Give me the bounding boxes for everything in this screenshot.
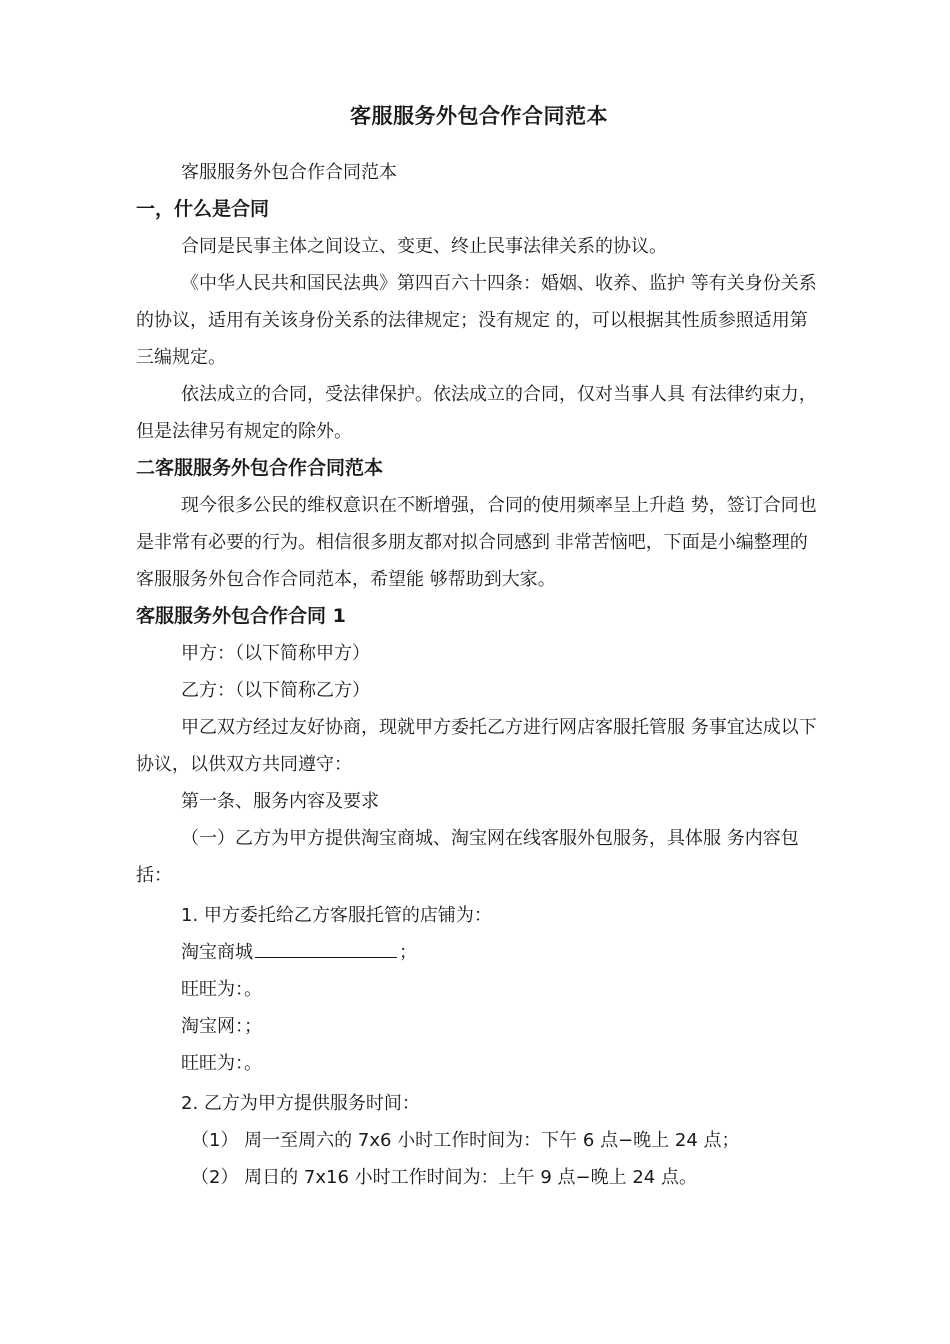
time-line-1: （1） 周一至周六的 7x6 小时工作时间为：下午 6 点−晚上 24 点； [191,1130,740,1151]
section-heading-what-is-contract: 一，什么是合同 [136,198,270,220]
tmall-blank-underline [255,939,397,958]
article-heading: 第一条、服务内容及要求 [181,791,379,812]
list-item-2: 2. 乙方为甲方提供服务时间： [181,1093,420,1114]
clause-paragraph: （一）乙方为甲方提供淘宝商城、淘宝网在线客服外包服务，具体服 务内容包括： [136,828,799,886]
paragraph: 《中华人民共和国民法典》第四百六十四条：婚姻、收养、监护 等有关身份关系的协议，适用有关该身份关系的法律规定；没有规定 的，可以根据其性质参照适用第三编规定。 [136,273,817,368]
tmall-label: 淘宝商城 [181,942,253,963]
paragraph: 现今很多公民的维权意识在不断增强，合同的使用频率呈上升趋 势，签订合同也是非常有必要的行为。相信很多朋友都对拟合同感到 非常苦恼吧，下面是小编整理的客服服务外包合作合同范本，希望能 够帮助到大家。 [136,495,817,590]
tmall-suffix: ； [399,942,417,963]
subtitle-paragraph: 客服服务外包合作合同范本 [181,162,397,183]
section-heading-template: 二客服服务外包合作合同范本 [136,457,384,479]
paragraph: 依法成立的合同，受法律保护。依法成立的合同，仅对当事人具 有法律约束力，但是法律另有规定的除外。 [136,384,817,442]
paragraph: 合同是民事主体之间设立、变更、终止民事法律关系的协议。 [181,236,667,257]
tmall-line [136,934,822,971]
list-item-1: 1. 甲方委托给乙方客服托管的店铺为： [181,905,492,926]
intro-paragraph: 甲乙双方经过友好协商，现就甲方委托乙方进行网店客服托管服 务事宜达成以下协议，以供双方共同遵守： [136,717,817,775]
wangwang-line: 旺旺为：。 [181,1053,262,1074]
contract-heading: 客服服务外包合作合同 1 [136,605,346,627]
time-line-2: （2） 周日的 7x16 小时工作时间为：上午 9 点−晚上 24 点。 [191,1167,697,1188]
document-title: 客服服务外包合作合同范本 [350,104,608,128]
wangwang-line: 旺旺为：。 [181,979,262,1000]
taobao-line: 淘宝网：； [181,1016,262,1037]
party-b-line: 乙方：（以下简称乙方） [181,680,370,701]
party-a-line: 甲方：（以下简称甲方） [181,643,370,664]
